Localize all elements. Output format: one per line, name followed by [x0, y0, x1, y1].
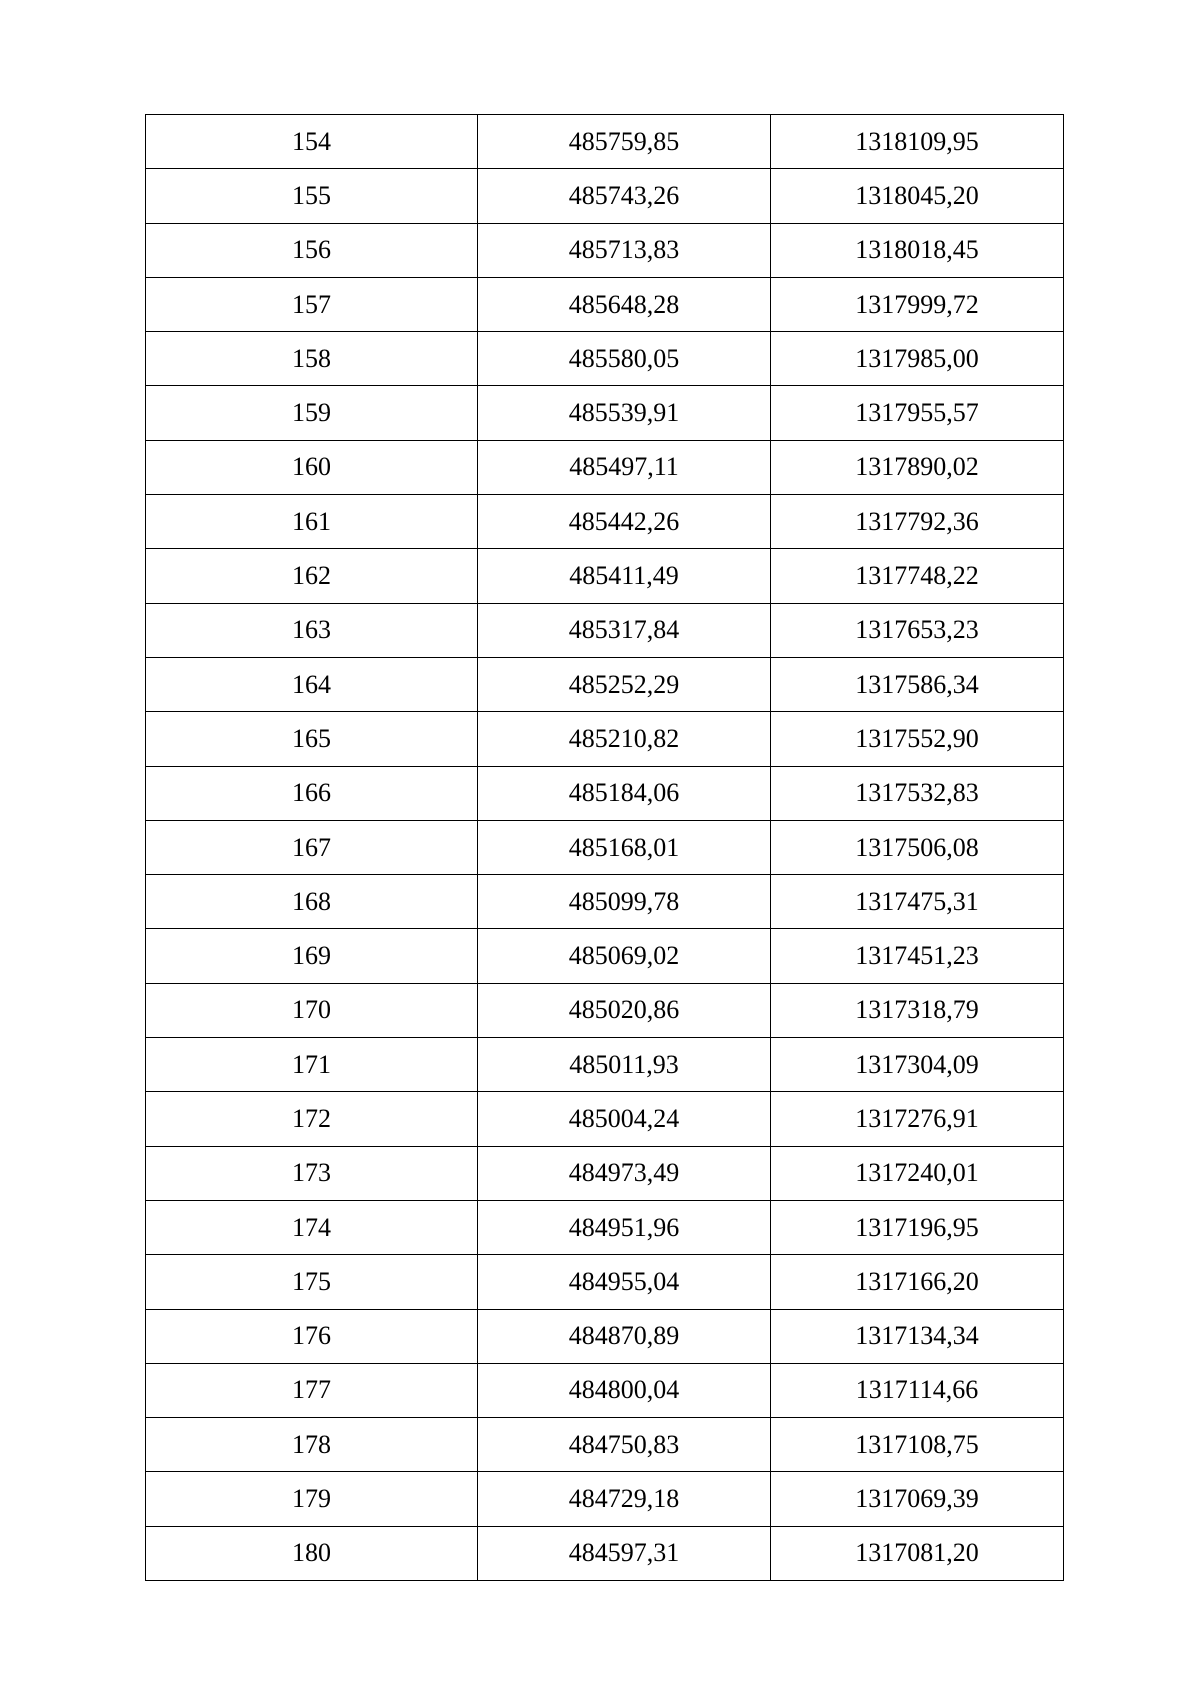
y-coordinate-cell: 1317475,31: [771, 875, 1064, 929]
table-row: [146, 1146, 1064, 1200]
point-number-cell: 154: [146, 115, 478, 169]
table-row: [146, 657, 1064, 711]
x-coordinate-cell: 485539,91: [478, 386, 771, 440]
y-coordinate-cell: 1317999,72: [771, 277, 1064, 331]
y-coordinate-cell: 1317318,79: [771, 983, 1064, 1037]
y-coordinate-cell: 1317081,20: [771, 1526, 1064, 1580]
point-number-cell: 180: [146, 1526, 478, 1580]
table-row: [146, 929, 1064, 983]
y-coordinate-cell: 1318045,20: [771, 169, 1064, 223]
x-coordinate-cell: 485743,26: [478, 169, 771, 223]
point-number-cell: 155: [146, 169, 478, 223]
table-row: [146, 820, 1064, 874]
table-row: [146, 1418, 1064, 1472]
x-coordinate-cell: 484750,83: [478, 1418, 771, 1472]
y-coordinate-cell: 1317890,02: [771, 440, 1064, 494]
point-number-cell: 165: [146, 712, 478, 766]
y-coordinate-cell: 1317196,95: [771, 1200, 1064, 1254]
table-row: [146, 1092, 1064, 1146]
coordinates-table: [145, 114, 1064, 1581]
y-coordinate-cell: 1317108,75: [771, 1418, 1064, 1472]
table-row: [146, 1363, 1064, 1417]
table-row: [146, 1526, 1064, 1580]
point-number-cell: 158: [146, 332, 478, 386]
point-number-cell: 161: [146, 495, 478, 549]
x-coordinate-cell: 485759,85: [478, 115, 771, 169]
x-coordinate-cell: 485184,06: [478, 766, 771, 820]
x-coordinate-cell: 485020,86: [478, 983, 771, 1037]
point-number-cell: 171: [146, 1038, 478, 1092]
x-coordinate-cell: 484951,96: [478, 1200, 771, 1254]
y-coordinate-cell: 1317069,39: [771, 1472, 1064, 1526]
table-row: [146, 875, 1064, 929]
x-coordinate-cell: 485580,05: [478, 332, 771, 386]
y-coordinate-cell: 1317985,00: [771, 332, 1064, 386]
table-row: [146, 983, 1064, 1037]
table-row: [146, 277, 1064, 331]
table-row: [146, 1255, 1064, 1309]
point-number-cell: 159: [146, 386, 478, 440]
y-coordinate-cell: 1317552,90: [771, 712, 1064, 766]
point-number-cell: 179: [146, 1472, 478, 1526]
x-coordinate-cell: 485168,01: [478, 820, 771, 874]
table-row: [146, 712, 1064, 766]
table-row: [146, 440, 1064, 494]
table-row: [146, 1038, 1064, 1092]
y-coordinate-cell: 1317586,34: [771, 657, 1064, 711]
y-coordinate-cell: 1317653,23: [771, 603, 1064, 657]
point-number-cell: 178: [146, 1418, 478, 1472]
y-coordinate-cell: 1317240,01: [771, 1146, 1064, 1200]
y-coordinate-cell: 1317955,57: [771, 386, 1064, 440]
y-coordinate-cell: 1317166,20: [771, 1255, 1064, 1309]
y-coordinate-cell: 1318018,45: [771, 223, 1064, 277]
y-coordinate-cell: 1317134,34: [771, 1309, 1064, 1363]
x-coordinate-cell: 484955,04: [478, 1255, 771, 1309]
point-number-cell: 174: [146, 1200, 478, 1254]
x-coordinate-cell: 485497,11: [478, 440, 771, 494]
x-coordinate-cell: 485210,82: [478, 712, 771, 766]
y-coordinate-cell: 1317114,66: [771, 1363, 1064, 1417]
y-coordinate-cell: 1317792,36: [771, 495, 1064, 549]
x-coordinate-cell: 485011,93: [478, 1038, 771, 1092]
point-number-cell: 177: [146, 1363, 478, 1417]
point-number-cell: 176: [146, 1309, 478, 1363]
point-number-cell: 164: [146, 657, 478, 711]
x-coordinate-cell: 485252,29: [478, 657, 771, 711]
x-coordinate-cell: 484597,31: [478, 1526, 771, 1580]
table-row: [146, 223, 1064, 277]
x-coordinate-cell: 484870,89: [478, 1309, 771, 1363]
table-row: [146, 1472, 1064, 1526]
point-number-cell: 168: [146, 875, 478, 929]
table-row: [146, 1200, 1064, 1254]
x-coordinate-cell: 484973,49: [478, 1146, 771, 1200]
x-coordinate-cell: 485069,02: [478, 929, 771, 983]
point-number-cell: 160: [146, 440, 478, 494]
point-number-cell: 172: [146, 1092, 478, 1146]
x-coordinate-cell: 485713,83: [478, 223, 771, 277]
y-coordinate-cell: 1317506,08: [771, 820, 1064, 874]
point-number-cell: 156: [146, 223, 478, 277]
point-number-cell: 169: [146, 929, 478, 983]
table-row: [146, 766, 1064, 820]
y-coordinate-cell: 1317748,22: [771, 549, 1064, 603]
x-coordinate-cell: 485317,84: [478, 603, 771, 657]
x-coordinate-cell: 485442,26: [478, 495, 771, 549]
table-row: [146, 115, 1064, 169]
table-row: [146, 1309, 1064, 1363]
table-row: [146, 169, 1064, 223]
point-number-cell: 173: [146, 1146, 478, 1200]
table-row: [146, 549, 1064, 603]
point-number-cell: 166: [146, 766, 478, 820]
y-coordinate-cell: 1317532,83: [771, 766, 1064, 820]
x-coordinate-cell: 485004,24: [478, 1092, 771, 1146]
table-row: [146, 386, 1064, 440]
point-number-cell: 163: [146, 603, 478, 657]
coordinates-table-body: [146, 115, 1064, 1581]
point-number-cell: 175: [146, 1255, 478, 1309]
x-coordinate-cell: 485099,78: [478, 875, 771, 929]
point-number-cell: 167: [146, 820, 478, 874]
x-coordinate-cell: 484800,04: [478, 1363, 771, 1417]
table-row: [146, 495, 1064, 549]
x-coordinate-cell: 485648,28: [478, 277, 771, 331]
point-number-cell: 170: [146, 983, 478, 1037]
point-number-cell: 162: [146, 549, 478, 603]
table-row: [146, 332, 1064, 386]
point-number-cell: 157: [146, 277, 478, 331]
y-coordinate-cell: 1317304,09: [771, 1038, 1064, 1092]
y-coordinate-cell: 1318109,95: [771, 115, 1064, 169]
x-coordinate-cell: 485411,49: [478, 549, 771, 603]
y-coordinate-cell: 1317451,23: [771, 929, 1064, 983]
x-coordinate-cell: 484729,18: [478, 1472, 771, 1526]
y-coordinate-cell: 1317276,91: [771, 1092, 1064, 1146]
table-row: [146, 603, 1064, 657]
